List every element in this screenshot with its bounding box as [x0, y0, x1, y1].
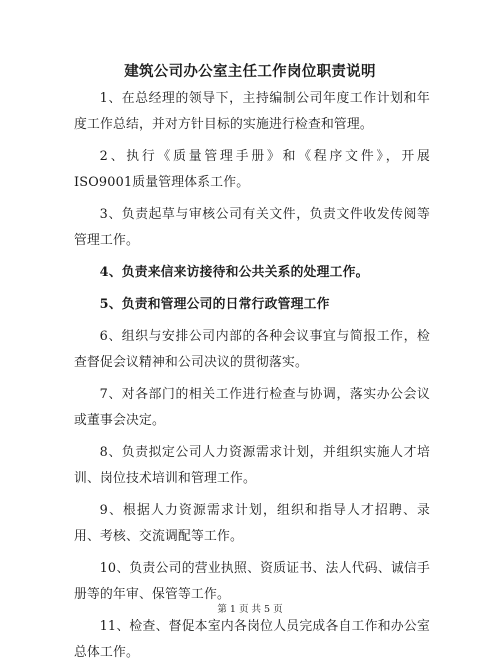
paragraph-10: 10、负责公司的营业执照、资质证书、法人代码、诚信手册等的年审、保管等工作。	[74, 561, 430, 602]
paragraph-2: 2、执行《质量管理手册》和《程序文件》，开展ISO9001质量管理体系工作。	[74, 149, 430, 190]
paragraph-8: 8、负责拟定公司人力资源需求计划，并组织实施人才培训、岗位技术培训和管理工作。	[74, 445, 430, 486]
paragraph-11: 11、检查、督促本室内各岗位人员完成各自工作和办公室总体工作。	[74, 619, 430, 660]
paragraph-6: 6、组织与安排公司内部的各种会议事宜与简报工作，检查督促会议精神和公司决议的贯彻落实。	[74, 329, 430, 370]
document-title: 建筑公司办公室主任工作岗位职责说明	[124, 63, 376, 80]
page-footer: 第 1 页 共 5 页	[217, 604, 283, 615]
paragraph-5: 5、负责和管理公司的日常行政管理工作	[99, 297, 330, 312]
paragraph-7: 7、对各部门的相关工作进行检查与协调，落实办公会议或董事会决定。	[74, 387, 430, 428]
paragraph-3: 3、负责起草与审核公司有关文件，负责文件收发传阅等管理工作。	[74, 207, 430, 248]
paragraph-9: 9、根据人力资源需求计划，组织和指导人才招聘、录用、考核、交流调配等工作。	[74, 503, 430, 544]
paragraph-1: 1、在总经理的领导下，主持编制公司年度工作计划和年度工作总结，并对方针目标的实施进行检查和管理。	[74, 91, 430, 132]
document-body	[74, 86, 430, 672]
paragraph-4: 4、负责来信来访接待和公共关系的处理工作。	[99, 265, 369, 280]
